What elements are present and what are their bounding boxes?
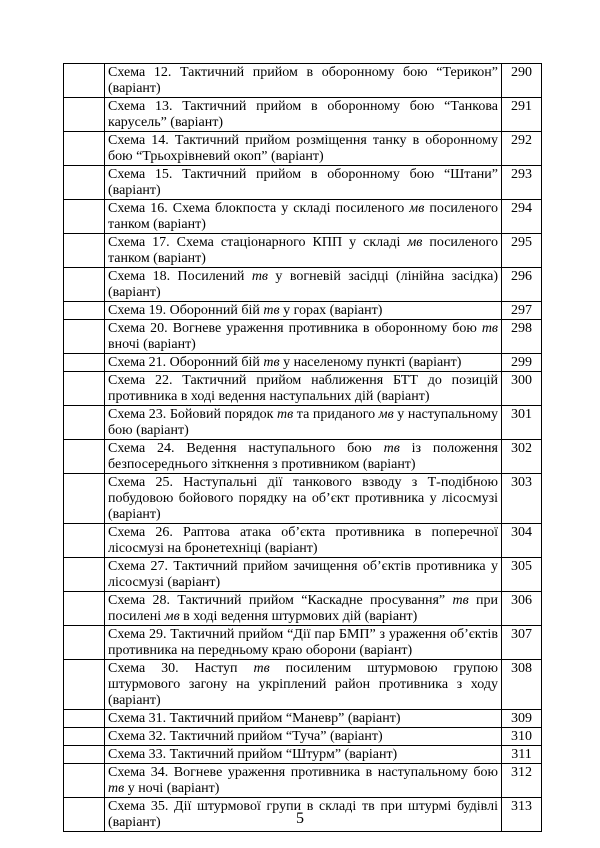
- unit-abbreviation: тв: [251, 269, 268, 284]
- page-ref: 303: [502, 474, 542, 524]
- row-number-cell: [64, 166, 105, 200]
- scheme-title: [105, 64, 502, 98]
- scheme-title: [105, 372, 502, 406]
- title-text: у ночі (варіант): [124, 781, 220, 796]
- page-ref: 291: [502, 98, 542, 132]
- unit-abbreviation: тв: [253, 661, 270, 676]
- toc-row: [64, 710, 542, 728]
- row-number-cell: [64, 64, 105, 98]
- page-ref: 306: [502, 592, 542, 626]
- toc-row: [64, 558, 542, 592]
- title-text: Схема 14. Тактичний прийом розміщення танку в оборонному бою “Трьохрівневий окоп” (варіант): [108, 133, 498, 164]
- page-ref: 300: [502, 372, 542, 406]
- page-ref: 299: [502, 354, 542, 372]
- row-number-cell: [64, 764, 105, 798]
- title-text: Схема 32. Тактичний прийом “Туча” (варіант): [108, 729, 383, 744]
- toc-row: [64, 234, 542, 268]
- row-number-cell: [64, 524, 105, 558]
- title-text: Схема 27. Тактичний прийом зачищення об’єктів противника у лісосмузі (варіант): [108, 559, 498, 590]
- title-text: при посилені: [108, 593, 498, 624]
- row-number-cell: [64, 728, 105, 746]
- page-ref: 311: [502, 746, 542, 764]
- page-ref: 296: [502, 268, 542, 302]
- unit-abbreviation: мв: [378, 407, 394, 422]
- title-text: Схема 15. Тактичний прийом в оборонному бою “Штани” (варіант): [108, 167, 498, 198]
- unit-abbreviation: тв: [452, 593, 469, 608]
- title-text: у горах (варіант): [279, 303, 383, 318]
- toc-row: [64, 440, 542, 474]
- scheme-title: [105, 406, 502, 440]
- title-text: в ході ведення штурмових дій (варіант): [179, 609, 418, 624]
- page-ref: 290: [502, 64, 542, 98]
- page-ref: 305: [502, 558, 542, 592]
- row-number-cell: [64, 132, 105, 166]
- page-ref: 308: [502, 660, 542, 710]
- page-ref: 297: [502, 302, 542, 320]
- title-text: Схема 23. Бойовий порядок: [108, 407, 278, 422]
- toc-row: [64, 166, 542, 200]
- scheme-title: [105, 660, 502, 710]
- title-text: Схема 22. Тактичний прийом наближення БТТ до позицій противника в ході ведення наступальних дій (варіант): [108, 373, 498, 404]
- row-number-cell: [64, 558, 105, 592]
- title-text: Схема 19. Оборонний бій: [108, 303, 264, 318]
- scheme-title: [105, 710, 502, 728]
- title-text: Схема 30. Наступ: [108, 661, 254, 676]
- scheme-title: [105, 626, 502, 660]
- row-number-cell: [64, 474, 105, 524]
- page-number: 5: [296, 810, 304, 827]
- unit-abbreviation: тв: [263, 303, 280, 318]
- title-text: Схема 33. Тактичний прийом “Штурм” (варіант): [108, 747, 398, 762]
- page-ref: 293: [502, 166, 542, 200]
- title-text: Схема 34. Вогневе ураження противника в наступальному бою: [108, 765, 498, 780]
- toc-row: [64, 354, 542, 372]
- scheme-title: [105, 320, 502, 354]
- toc-row: [64, 728, 542, 746]
- scheme-title: [105, 474, 502, 524]
- unit-abbreviation: тв: [277, 407, 294, 422]
- toc-row: [64, 626, 542, 660]
- toc-row: [64, 406, 542, 440]
- row-number-cell: [64, 592, 105, 626]
- row-number-cell: [64, 200, 105, 234]
- toc-row: [64, 764, 542, 798]
- title-text: Схема 17. Схема стаціонарного КПП у складі: [108, 235, 408, 250]
- row-number-cell: [64, 660, 105, 710]
- scheme-title: [105, 354, 502, 372]
- toc-row: [64, 200, 542, 234]
- row-number-cell: [64, 626, 105, 660]
- unit-abbreviation: мв: [164, 609, 180, 624]
- page-ref: 313: [502, 798, 542, 832]
- scheme-title: [105, 234, 502, 268]
- title-text: вночі (варіант): [108, 337, 196, 352]
- scheme-title: [105, 166, 502, 200]
- row-number-cell: [64, 320, 105, 354]
- title-text: Схема 16. Схема блокпоста у складі посиленого: [108, 201, 410, 216]
- row-number-cell: [64, 354, 105, 372]
- row-number-cell: [64, 746, 105, 764]
- page-ref: 294: [502, 200, 542, 234]
- row-number-cell: [64, 372, 105, 406]
- title-text: у вогневій засідці (лінійна засідка) (варіант): [108, 269, 498, 300]
- scheme-title: [105, 98, 502, 132]
- page-ref: 312: [502, 764, 542, 798]
- unit-abbreviation: тв: [383, 441, 400, 456]
- page-ref: 298: [502, 320, 542, 354]
- page-ref: 292: [502, 132, 542, 166]
- toc-table: [63, 63, 542, 832]
- title-text: Схема 18. Посилений: [108, 269, 252, 284]
- scheme-title: [105, 764, 502, 798]
- title-text: Схема 29. Тактичний прийом “Дії пар БМП” з ураження об’єктів противника на передньому краю оборони (варіант): [108, 627, 498, 658]
- row-number-cell: [64, 268, 105, 302]
- scheme-title: [105, 440, 502, 474]
- title-text: Схема 25. Наступальні дії танкового взводу з Т-подібною побудовою бойового порядку на об’єкт противника у лісосмузі (варіант): [108, 475, 498, 522]
- scheme-title: [105, 524, 502, 558]
- scheme-title: [105, 302, 502, 320]
- toc-row: [64, 746, 542, 764]
- title-text: посиленого танком (варіант): [108, 235, 498, 266]
- title-text: Схема 21. Оборонний бій: [108, 355, 264, 370]
- title-text: Схема 26. Раптова атака об’єкта противника в поперечної лісосмузі на бронетехніці (варіант): [108, 525, 498, 556]
- unit-abbreviation: тв: [481, 321, 498, 336]
- title-text: із положення безпосереднього зіткнення з противником (варіант): [108, 441, 498, 472]
- row-number-cell: [64, 406, 105, 440]
- toc-row: [64, 372, 542, 406]
- toc-row: [64, 592, 542, 626]
- toc-row: [64, 98, 542, 132]
- toc-row: [64, 132, 542, 166]
- title-text: Схема 24. Ведення наступального бою: [108, 441, 384, 456]
- page-ref: 304: [502, 524, 542, 558]
- toc-row: [64, 64, 542, 98]
- toc-row: [64, 268, 542, 302]
- row-number-cell: [64, 710, 105, 728]
- page-ref: 310: [502, 728, 542, 746]
- title-text: посиленим штурмовою групою штурмового загону на укріплений район противника з ходу (варіант): [108, 661, 498, 708]
- title-text: Схема 35. Дії штурмової групи в складі тв при штурмі будівлі (варіант): [108, 799, 498, 830]
- page-ref: 301: [502, 406, 542, 440]
- title-text: у наступальному бою (варіант): [108, 407, 498, 438]
- unit-abbreviation: мв: [407, 235, 423, 250]
- scheme-title: [105, 746, 502, 764]
- page-ref: 307: [502, 626, 542, 660]
- row-number-cell: [64, 234, 105, 268]
- title-text: Схема 12. Тактичний прийом в оборонному бою “Терикон” (варіант): [108, 65, 498, 96]
- title-text: та приданого: [293, 407, 379, 422]
- toc-body: [64, 64, 542, 832]
- unit-abbreviation: тв: [108, 781, 125, 796]
- scheme-title: [105, 200, 502, 234]
- toc-row: [64, 660, 542, 710]
- row-number-cell: [64, 98, 105, 132]
- toc-row: [64, 302, 542, 320]
- unit-abbreviation: тв: [263, 355, 280, 370]
- toc-row: [64, 320, 542, 354]
- row-number-cell: [64, 302, 105, 320]
- unit-abbreviation: мв: [409, 201, 425, 216]
- toc-row: [64, 524, 542, 558]
- row-number-cell: [64, 440, 105, 474]
- title-text: посиленого танком (варіант): [108, 201, 498, 232]
- scheme-title: [105, 268, 502, 302]
- scheme-title: [105, 592, 502, 626]
- title-text: у населеному пункті (варіант): [279, 355, 462, 370]
- scheme-title: [105, 728, 502, 746]
- scheme-title: [105, 132, 502, 166]
- scheme-title: [105, 558, 502, 592]
- toc-row: [64, 474, 542, 524]
- title-text: Схема 13. Тактичний прийом в оборонному бою “Танкова карусель” (варіант): [108, 99, 498, 130]
- page-ref: 309: [502, 710, 542, 728]
- page-ref: 302: [502, 440, 542, 474]
- title-text: Схема 20. Вогневе ураження противника в оборонному бою: [108, 321, 482, 336]
- title-text: Схема 31. Тактичний прийом “Маневр” (варіант): [108, 711, 401, 726]
- title-text: Схема 28. Тактичний прийом “Каскадне просування”: [108, 593, 453, 608]
- page-ref: 295: [502, 234, 542, 268]
